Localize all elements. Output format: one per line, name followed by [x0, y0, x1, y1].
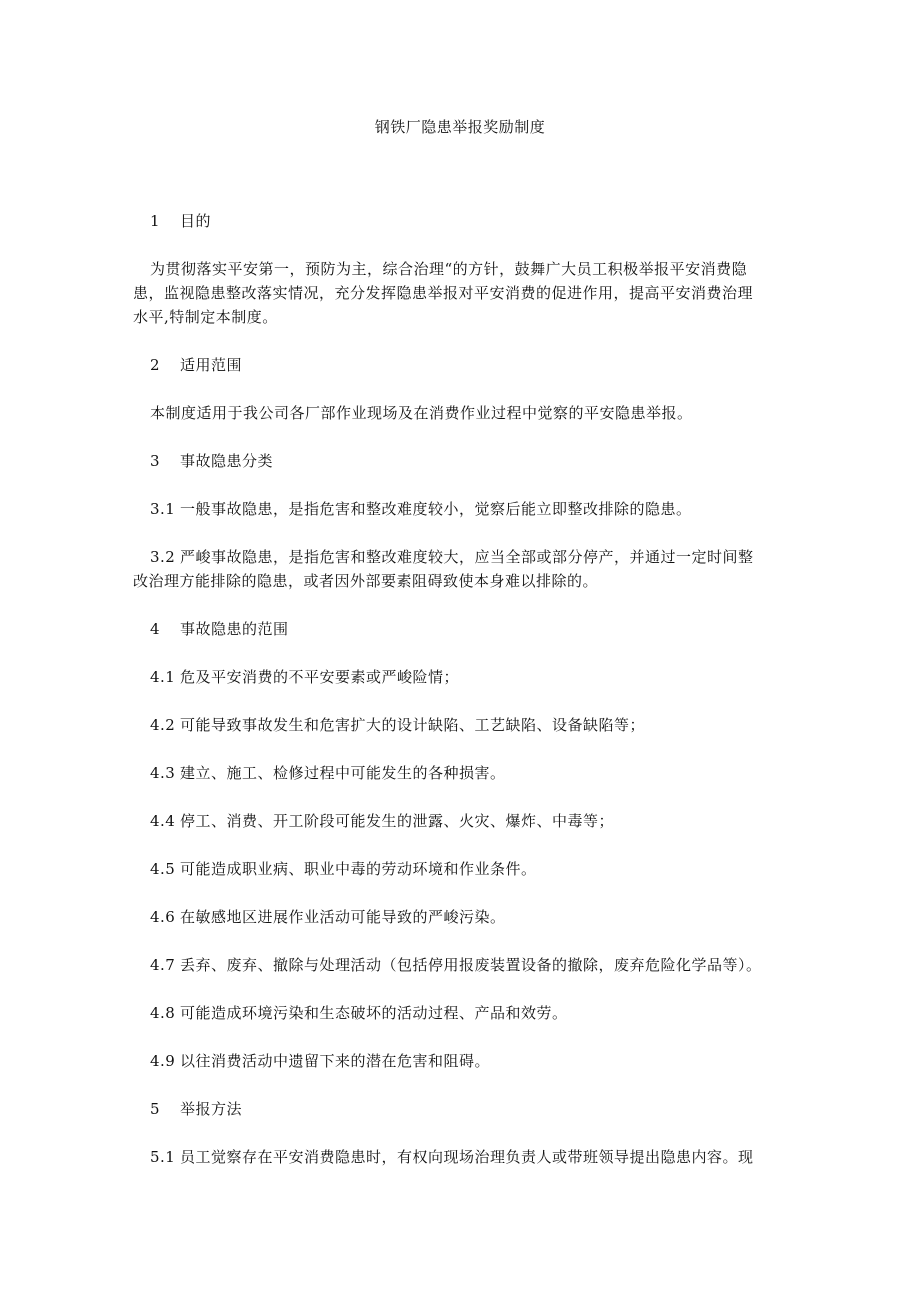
item-text: 可能导致事故发生和危害扩大的设计缺陷、工艺缺陷、设备缺陷等； — [180, 716, 646, 734]
item-text: 员工觉察存在平安消费隐患时，有权向现场治理负责人或带班领导提出隐患内容。现 — [180, 1148, 754, 1166]
list-item — [150, 498, 810, 520]
section-title: 适用范围 — [180, 356, 243, 374]
item-number: 4.8 — [150, 1004, 176, 1022]
section-heading — [150, 210, 810, 232]
item-number: 4.7 — [150, 956, 176, 974]
paragraph-line: 改治理方能排除的隐患，或者因外部要素阻碍致使本身难以排除的。 — [133, 572, 599, 590]
section-number: 4 — [150, 620, 161, 638]
section-title: 举报方法 — [180, 1100, 243, 1118]
list-item — [150, 906, 810, 928]
item-number: 4.5 — [150, 860, 176, 878]
list-item — [150, 954, 810, 976]
item-number: 5.1 — [150, 1148, 176, 1166]
list-item — [150, 810, 810, 832]
paragraph-line: 水平,特制定本制度。 — [133, 308, 278, 326]
section-title: 事故隐患分类 — [180, 452, 274, 470]
item-text: 可能造成职业病、职业中毒的劳动环境和作业条件。 — [180, 860, 537, 878]
document-title: 钢铁厂隐患举报奖励制度 — [374, 118, 546, 136]
paragraph-line: 为贯彻落实平安第一，预防为主，综合治理“的方针，鼓舞广大员工积极举报平安消费隐 — [150, 260, 748, 278]
item-text: 建立、施工、检修过程中可能发生的各种损害。 — [180, 764, 506, 782]
item-number: 3.1 — [150, 500, 176, 518]
section-heading — [150, 450, 810, 472]
item-text: 危及平安消费的不平安要素或严峻险情； — [180, 668, 460, 686]
list-item — [150, 1146, 810, 1168]
paragraph-line: 本制度适用于我公司各厂部作业现场及在消费作业过程中觉察的平安隐患举报。 — [150, 404, 693, 422]
section-heading — [150, 1098, 810, 1120]
item-text: 以往消费活动中遗留下来的潜在危害和阻碍。 — [180, 1052, 491, 1070]
list-item — [150, 1002, 810, 1024]
item-text: 一般事故隐患，是指危害和整改难度较小，觉察后能立即整改排除的隐患。 — [180, 500, 692, 518]
list-item — [150, 858, 810, 880]
item-text: 停工、消费、开工阶段可能发生的泄露、火灾、爆炸、中毒等； — [180, 812, 615, 830]
list-item — [150, 546, 810, 568]
section-title: 目的 — [180, 212, 212, 230]
paragraph-line: 患，监视隐患整改落实情况，充分发挥隐患举报对平安消费的促进作用，提高平安消费治理 — [133, 284, 754, 302]
section-number: 1 — [150, 212, 161, 230]
item-text: 可能造成环境污染和生态破坏的活动过程、产品和效劳。 — [180, 1004, 568, 1022]
item-text: 严峻事故隐患，是指危害和整改难度较大，应当全部或部分停产，并通过一定时间整 — [180, 548, 754, 566]
item-number: 4.1 — [150, 668, 176, 686]
item-number: 4.9 — [150, 1052, 176, 1070]
item-number: 4.4 — [150, 812, 176, 830]
list-item — [150, 666, 810, 688]
section-number: 2 — [150, 356, 161, 374]
section-title: 事故隐患的范围 — [180, 620, 289, 638]
list-item — [150, 1050, 810, 1072]
item-number: 3.2 — [150, 548, 176, 566]
item-number: 4.6 — [150, 908, 176, 926]
item-number: 4.3 — [150, 764, 176, 782]
item-text: 在敏感地区进展作业活动可能导致的严峻污染。 — [180, 908, 506, 926]
section-number: 5 — [150, 1100, 161, 1118]
item-text: 丢弃、废弃、撤除与处理活动（包括停用报废装置设备的撤除，废弃危险化学品等）。 — [180, 956, 762, 974]
section-number: 3 — [150, 452, 161, 470]
list-item — [150, 762, 810, 784]
item-number: 4.2 — [150, 716, 176, 734]
list-item — [150, 714, 810, 736]
section-heading — [150, 354, 810, 376]
section-heading — [150, 618, 810, 640]
